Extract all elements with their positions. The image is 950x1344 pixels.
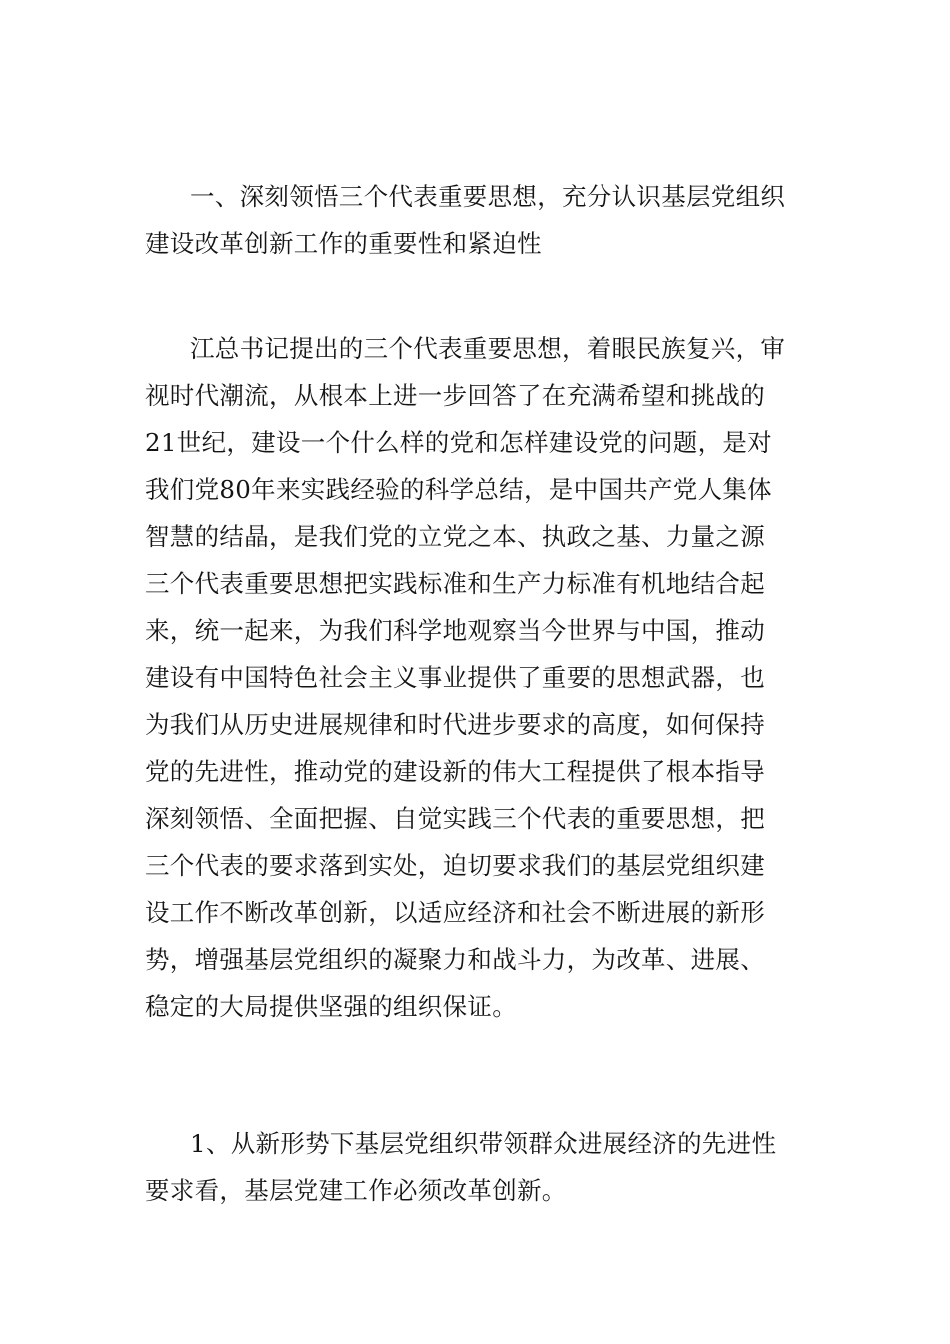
body-line: 设工作不断改革创新，以适应经济和社会不断进展的新形 [145,898,765,927]
body-line: 为我们从历史进展规律和时代进步要求的高度，如何保持 [145,710,765,739]
subpoint-line: 1、从新形势下基层党组织带领群众进展经济的先进性 [190,1129,777,1158]
body-line: 势，增强基层党组织的凝聚力和战斗力，为改革、进展、 [145,945,765,974]
heading-line: 一、深刻领悟三个代表重要思想，充分认识基层党组织 [190,182,786,211]
body-line: 江总书记提出的三个代表重要思想，着眼民族复兴，审 [190,334,786,363]
body-line: 建设有中国特色社会主义事业提供了重要的思想武器，也 [145,663,765,692]
body-line: 三个代表的要求落到实处，迫切要求我们的基层党组织建 [145,851,765,880]
body-line: 三个代表重要思想把实践标准和生产力标准有机地结合起 [145,569,765,598]
body-line: 视时代潮流，从根本上进一步回答了在充满希望和挑战的 [145,381,765,410]
body-line: 深刻领悟、全面把握、自觉实践三个代表的重要思想，把 [145,804,765,833]
subpoint-paragraph [145,1120,810,1214]
body-line: 21世纪，建设一个什么样的党和怎样建设党的问题，是对 [145,428,772,457]
body-line: 来，统一起来，为我们科学地观察当今世界与中国，推动 [145,616,765,645]
body-line: 稳定的大局提供坚强的组织保证。 [145,992,517,1021]
body-line: 党的先进性，推动党的建设新的伟大工程提供了根本指导 [145,757,765,786]
body-paragraph [145,325,810,1030]
heading-line: 建设改革创新工作的重要性和紧迫性 [145,229,542,258]
body-line: 智慧的结晶，是我们党的立党之本、执政之基、力量之源 [145,522,765,551]
section-heading [145,173,810,267]
body-line: 我们党80年来实践经验的科学总结，是中国共产党人集体 [145,475,772,504]
subpoint-line: 要求看，基层党建工作必须改革创新。 [145,1176,567,1205]
